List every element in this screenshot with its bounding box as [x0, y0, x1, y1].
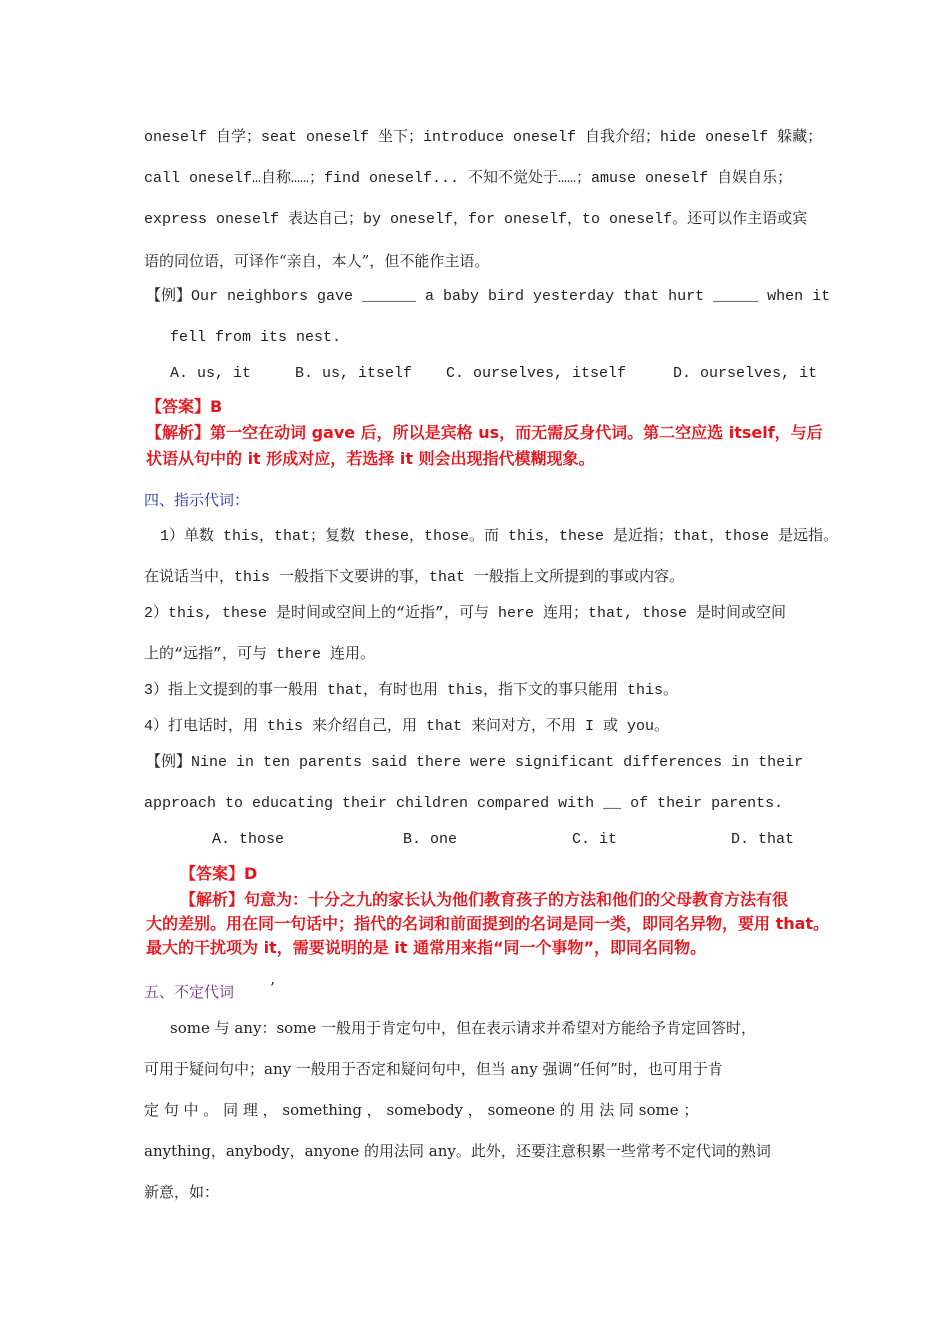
text-line: 可用于疑问句中；any 一般用于否定和疑问句中，但当 any 强调“任何”时，也可用于肯 — [144, 1060, 723, 1078]
text-line: some 与 any：some 一般用于肯定句中，但在表示请求并希望对方能给予肯定回答时， — [170, 1019, 757, 1037]
text-line: 在说话当中，this 一般指下文要讲的事，that 一般指上文所提到的事或内容。 — [144, 569, 685, 586]
option-b: B. one — [403, 831, 458, 848]
text-line: 语的同位语，可译作“亲自，本人”，但不能作主语。 — [144, 252, 490, 270]
text-line: 新意，如： — [144, 1183, 220, 1201]
example-question-cont: approach to educating their children compared with __ of their parents. — [144, 795, 784, 812]
analysis-text: 状语从句中的 it 形成对应，若选择 it 则会出现指代模糊现象。 — [146, 449, 595, 468]
analysis-text: 【解析】第一空在动词 gave 后，所以是宾格 us，而无需反身代词。第二空应选 itself，与后 — [146, 423, 823, 442]
answer-label: 【答案】B — [146, 397, 223, 416]
section-heading: 四、指示代词： — [144, 491, 250, 509]
option-c: C. it — [572, 831, 618, 848]
analysis-text: 【解析】句意为：十分之九的家长认为他们教育孩子的方法和他们的父母教育方法有很 — [180, 890, 789, 909]
text-line: express oneself 表达自己；by oneself，for oneself，to oneself。还可以作主语或宾 — [144, 211, 808, 228]
option-b: B. us, itself — [295, 365, 413, 382]
example-question: 【例】Nine in ten parents said there were significant differences in their — [146, 754, 804, 771]
text-line: call oneself…自称……；find oneself... 不知不觉处于……；amuse oneself 自娱自乐； — [144, 170, 793, 187]
analysis-text: 大的差别。用在同一句话中；指代的名词和前面提到的名词是同一类，即同名异物，要用 that。 — [146, 914, 830, 933]
text-line: 1）单数 this，that；复数 these，those。而 this，these 是近指；that，those 是远指。 — [160, 528, 839, 545]
option-a: A. us, it — [170, 365, 252, 382]
option-d: D. that — [731, 831, 795, 848]
example-question: 【例】Our neighbors gave ______ a baby bird yesterday that hurt _____ when it — [146, 288, 831, 305]
text-line: 2）this, these 是时间或空间上的“近指”，可与 here 连用；that, those 是时间或空间 — [144, 605, 787, 622]
text-line: 定 句 中 。 同 理 ， something ， somebody ， someone 的 用 法 同 some ； — [144, 1101, 699, 1119]
option-d: D. ourselves, it — [673, 365, 818, 382]
text-line: anything，anybody，anyone 的用法同 any。此外，还要注意积累一些常考不定代词的熟词 — [144, 1142, 771, 1160]
option-list — [212, 830, 794, 850]
option-a: A. those — [212, 831, 285, 848]
text-line: 3）指上文提到的事一般用 that，有时也用 this，指下文的事只能用 this。 — [144, 682, 679, 699]
example-question-cont: fell from its nest. — [170, 329, 342, 346]
option-list — [170, 364, 817, 384]
section-heading: 五、不定代词 — [144, 983, 235, 1001]
text-line: 上的“远指”，可与 there 连用。 — [144, 646, 376, 663]
answer-label: 【答案】D — [180, 864, 258, 883]
stray-mark: ’ — [270, 979, 275, 997]
text-line: 4）打电话时，用 this 来介绍自己，用 that 来问对方，不用 I 或 you。 — [144, 718, 670, 735]
text-line: oneself 自学；seat oneself 坐下；introduce oneself 自我介绍；hide oneself 躲藏； — [144, 129, 823, 146]
option-c: C. ourselves, itself — [446, 365, 627, 382]
analysis-text: 最大的干扰项为 it，需要说明的是 it 通常用来指“同一个事物”，即同名同物。 — [146, 938, 707, 957]
